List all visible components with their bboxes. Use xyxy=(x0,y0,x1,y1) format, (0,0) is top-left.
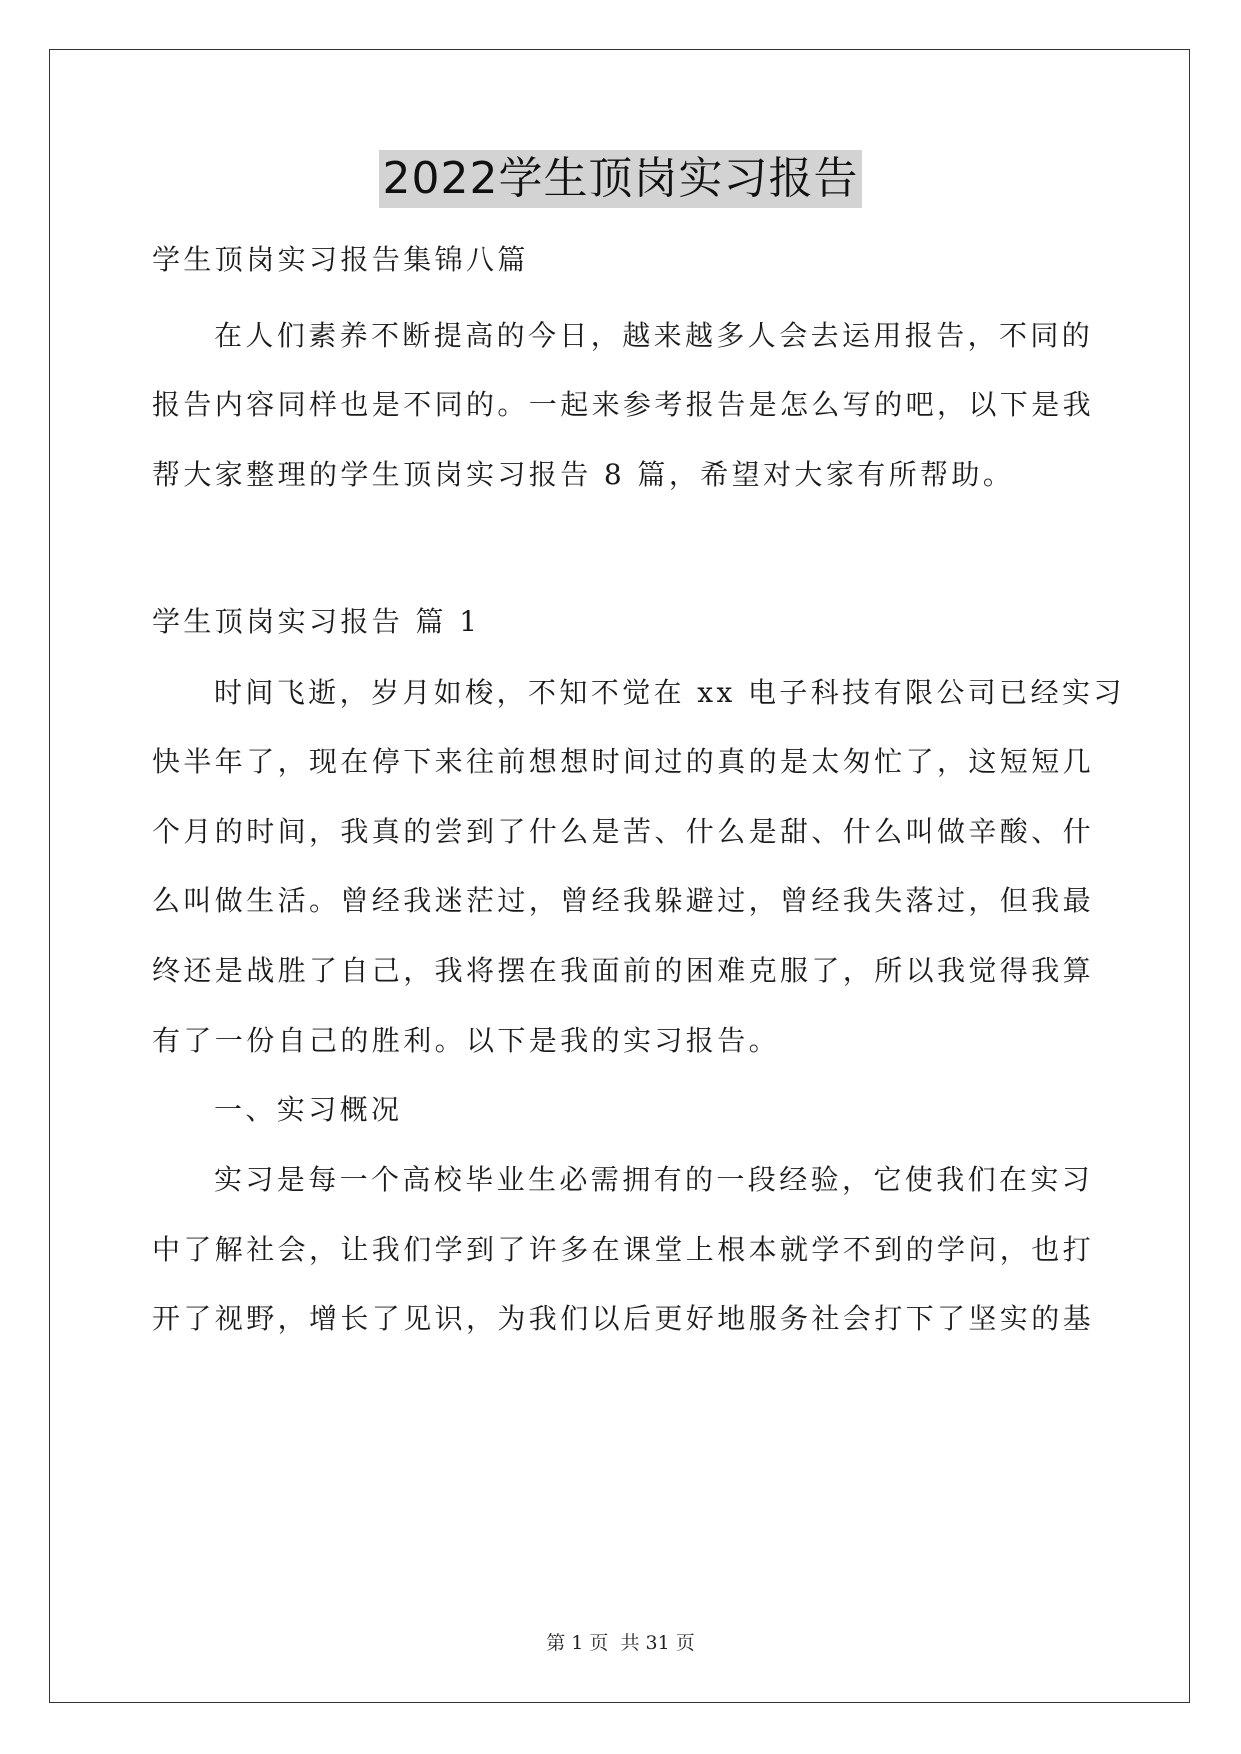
section-line: 个月的时间，我真的尝到了什么是苦、什么是甜、什么叫做辛酸、什 xyxy=(152,815,1095,848)
page-footer xyxy=(0,1628,1241,1655)
page-total: 共 31 页 xyxy=(620,1632,695,1654)
section-line: 终还是战胜了自己，我将摆在我面前的困难克服了，所以我觉得我算 xyxy=(152,954,1095,987)
intro-line: 在人们素养不断提高的今日，越来越多人会去运用报告，不同的 xyxy=(214,319,1094,352)
body-line: 实习是每一个高校毕业生必需拥有的一段经验，它使我们在实习 xyxy=(214,1163,1094,1196)
intro-line: 报告内容同样也是不同的。一起来参考报告是怎么写的吧，以下是我 xyxy=(152,388,1095,421)
document-title: 2022学生顶岗实习报告 xyxy=(379,150,863,208)
document-subtitle: 学生顶岗实习报告集锦八篇 xyxy=(152,243,529,276)
page-border xyxy=(49,49,1190,1703)
title-container xyxy=(0,150,1241,208)
page-number: 第 1 页 xyxy=(546,1632,609,1654)
body-line: 中了解社会，让我们学到了许多在课堂上根本就学不到的学问，也打 xyxy=(152,1233,1095,1266)
section-line: 快半年了，现在停下来往前想想时间过的真的是太匆忙了，这短短几 xyxy=(152,745,1095,778)
body-line: 开了视野，增长了见识，为我们以后更好地服务社会打下了坚实的基 xyxy=(152,1302,1095,1335)
section-line: 么叫做生活。曾经我迷茫过，曾经我躲避过，曾经我失落过，但我最 xyxy=(152,884,1095,917)
intro-line: 帮大家整理的学生顶岗实习报告 8 篇，希望对大家有所帮助。 xyxy=(152,458,1015,491)
section-heading: 学生顶岗实习报告 篇 1 xyxy=(152,605,481,638)
section-line: 有了一份自己的胜利。以下是我的实习报告。 xyxy=(152,1024,781,1057)
section-line: 时间飞逝，岁月如梭，不知不觉在 xx 电子科技有限公司已经实习 xyxy=(214,676,1125,709)
subheading: 一、实习概况 xyxy=(214,1093,403,1126)
